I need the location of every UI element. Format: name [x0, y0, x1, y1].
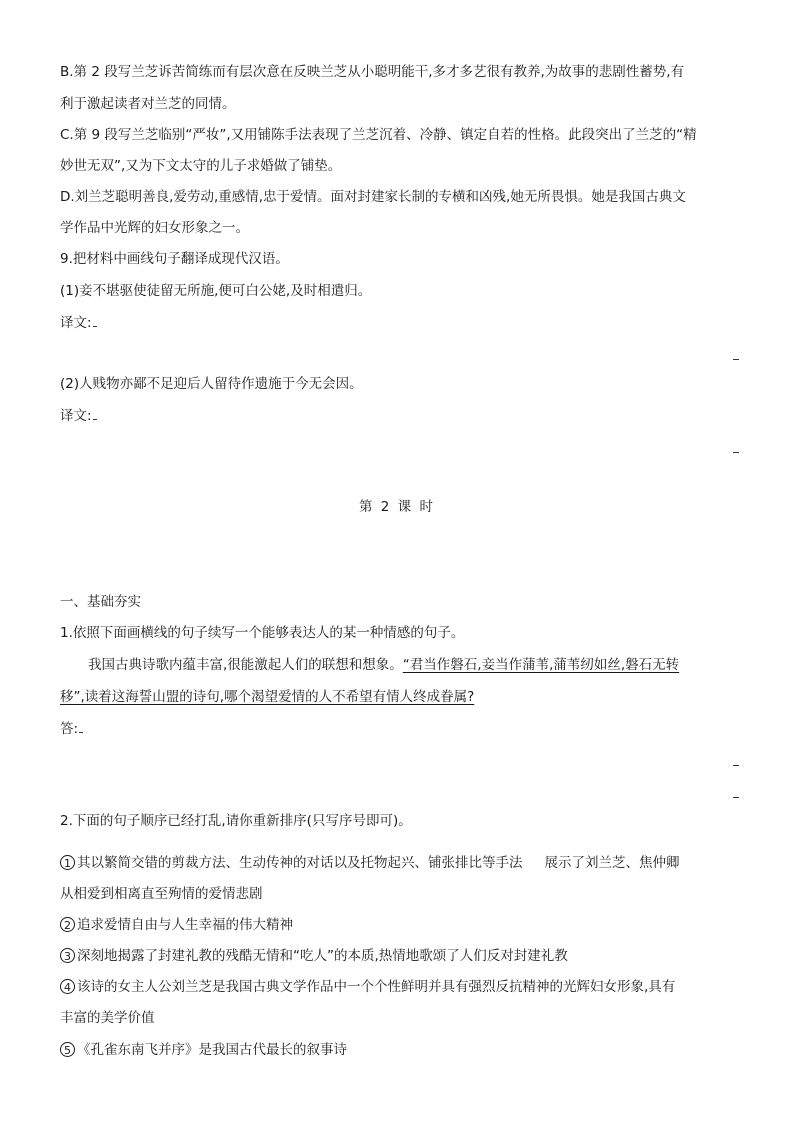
passage-text: 我国古典诗歌内蕴丰富,很能激起人们的联想和想象。	[88, 657, 403, 673]
translation-label-1: 译文:	[60, 315, 92, 331]
answer-blank-1[interactable]	[93, 314, 97, 327]
list-item-2-text: 追求爱情自由与人生幸福的伟大精神	[77, 917, 293, 933]
answer-line-end-2	[733, 452, 739, 453]
list-item-3	[60, 946, 734, 966]
list-item-2	[60, 915, 734, 935]
question-1-passage-line-2	[60, 687, 734, 707]
question-1-passage-line-1	[88, 655, 734, 675]
list-item-5-text: 《孔雀东南飞并序》是我国古代最长的叙事诗	[77, 1042, 347, 1058]
underlined-quote-part-2: 移”,读着这海誓山盟的诗句,哪个渴望爱情的人不希望有情人终成眷属?	[60, 689, 475, 705]
question-1-title: 1.依照下面画横线的句子续写一个能够表达人的某一种情感的句子。	[60, 625, 465, 641]
option-b-line-1: B.第 2 段写兰芝诉苦简练而有层次意在反映兰芝从小聪明能干,多才多艺很有教养,为故事的悲剧性蓄势,有	[60, 64, 685, 80]
section-heading: 一、基础夯实	[60, 594, 141, 610]
list-item-1-text-b: 展示了刘兰芝、焦仲卿	[544, 855, 680, 871]
list-item-5	[60, 1040, 734, 1060]
answer-blank-3[interactable]	[79, 720, 83, 733]
circled-number-4: 4	[60, 979, 75, 994]
lesson-title: 第 2 课 时	[359, 499, 435, 515]
question-9-sentence-1: (1)妾不堪驱使徒留无所施,便可白公姥,及时相遣归。	[60, 283, 372, 299]
circled-number-3: 3	[60, 948, 75, 963]
option-d-line-2: 学作品中光辉的妇女形象之一。	[60, 220, 249, 236]
option-c-line-1: C.第 9 段写兰芝临别“严妆”,又用铺陈手法表现了兰芝沉着、冷静、镇定自若的性格。此段突出了兰芝的“精	[60, 127, 697, 143]
list-item-4-text: 该诗的女主人公刘兰芝是我国古典文学作品中一个个性鲜明并具有强烈反抗精神的光辉妇女形象,具有	[77, 979, 676, 995]
underlined-quote-part-1: “君当作磐石,妾当作蒲苇,蒲苇纫如丝,磐石无转	[402, 657, 680, 673]
option-d-line-1: D.刘兰芝聪明善良,爱劳动,重感情,忠于爱情。面对封建家长制的专横和凶残,她无所畏惧。她是我国古典文	[60, 189, 686, 205]
list-item-3-text: 深刻地揭露了封建礼教的残酷无情和“吃人”的本质,热情地歌颂了人们反对封建礼教	[77, 948, 568, 964]
answer-label: 答:	[60, 721, 79, 737]
list-item-4-line-2: 丰富的美学价值	[60, 1010, 155, 1026]
answer-blank-2[interactable]	[93, 407, 97, 420]
list-item-1-line-1	[60, 853, 734, 873]
circled-number-2: 2	[60, 917, 75, 932]
answer-row-2	[60, 406, 734, 426]
question-9-title: 9.把材料中画线句子翻译成现代汉语。	[60, 251, 289, 267]
answer-line-end-3	[733, 765, 739, 766]
answer-row-3	[60, 719, 734, 739]
question-9-sentence-2: (2)人贱物亦鄙不足迎后人留待作遗施于今无会因。	[60, 376, 363, 392]
answer-line-end-1	[733, 359, 739, 360]
option-c-line-2: 妙世无双”,又为下文太守的儿子求婚做了铺垫。	[60, 158, 342, 174]
option-b-line-2: 利于激起读者对兰芝的同情。	[60, 96, 236, 112]
translation-label-2: 译文:	[60, 408, 92, 424]
answer-row-1	[60, 313, 734, 333]
list-item-1-line-2: 从相爱到相离直至殉情的爱情悲剧	[60, 886, 263, 902]
question-2-title: 2.下面的句子顺序已经打乱,请你重新排序(只写序号即可)。	[60, 813, 412, 829]
list-item-1-text-a: 其以繁简交错的剪裁方法、生动传神的对话以及托物起兴、铺张排比等手法	[77, 855, 523, 871]
list-item-4-line-1	[60, 977, 734, 997]
circled-number-1: 1	[60, 855, 75, 870]
answer-line-end-4	[733, 797, 739, 798]
circled-number-5: 5	[60, 1042, 75, 1057]
